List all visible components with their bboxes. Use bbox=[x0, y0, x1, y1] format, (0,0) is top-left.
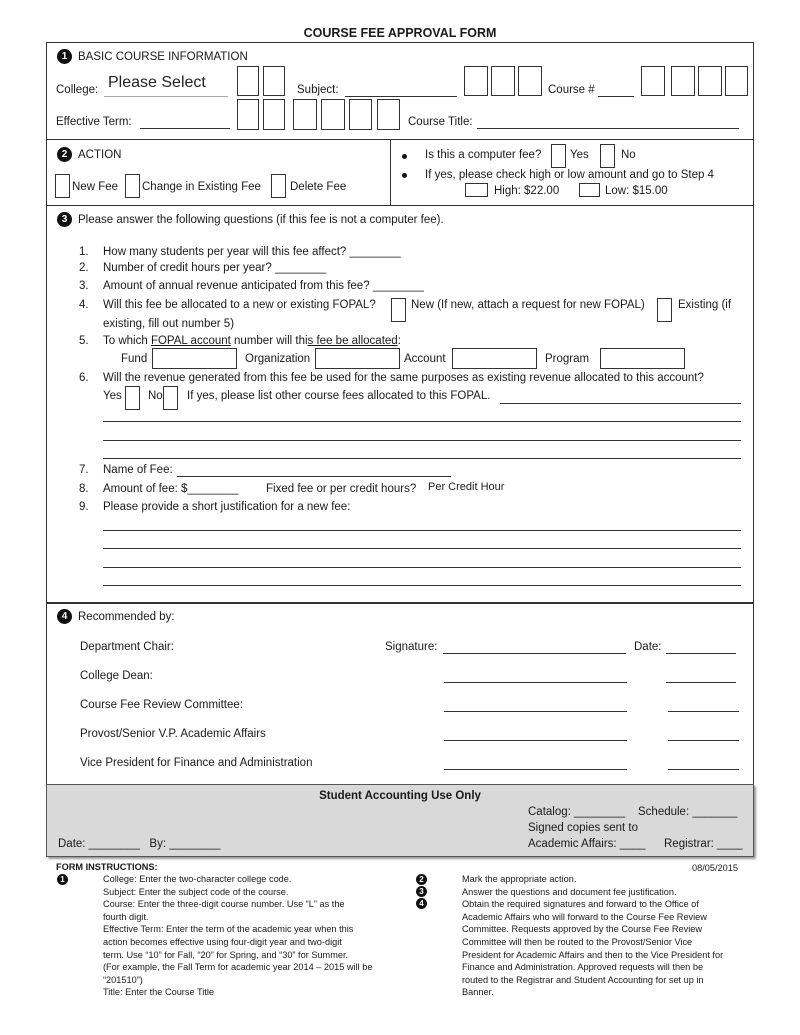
college-char-box-1[interactable] bbox=[237, 66, 259, 96]
signature-label: Signature: bbox=[385, 641, 438, 653]
term-char-box-6[interactable] bbox=[377, 99, 400, 130]
effective-term-input[interactable] bbox=[140, 128, 230, 129]
justification-input-line[interactable] bbox=[103, 548, 741, 549]
section-divider bbox=[46, 602, 754, 604]
question-number: 8. bbox=[79, 483, 89, 495]
q6-list-instruction: If yes, please list other course fees allocated to this FOPAL. bbox=[187, 390, 491, 402]
signature-input-review-committee[interactable] bbox=[444, 711, 627, 712]
section2-heading: ACTION bbox=[78, 149, 122, 161]
instructions-steps-2-4: Mark the appropriate action. Answer the questions and document fee justification. Obtain the required signatures and forward to the Office of Academic Affairs who will forward to the Course Fee Review Committee. Requests approved by the Course Fee Review Committee will then be routed to the Provost/Senior Vice President for Academic Affairs and then to the Vice President for Finance and Administration. Approved requests will then be routed to the Registrar and Student Accounting for set up in Banner. bbox=[462, 874, 724, 998]
fopal-new-checkbox[interactable] bbox=[391, 298, 406, 322]
course-char-box-2[interactable] bbox=[671, 66, 695, 96]
q6-fees-input-line[interactable] bbox=[103, 421, 741, 422]
effective-term-label: Effective Term: bbox=[56, 116, 132, 128]
instructions-heading: FORM INSTRUCTIONS: bbox=[56, 862, 158, 872]
form-title: COURSE FEE APPROVAL FORM bbox=[303, 26, 497, 40]
course-number-input[interactable] bbox=[598, 96, 634, 97]
date-input-review-committee[interactable] bbox=[668, 711, 739, 712]
fee-type-select[interactable]: Per Credit Hour bbox=[428, 481, 505, 493]
course-char-box-4[interactable] bbox=[725, 66, 748, 96]
subject-char-box-3[interactable] bbox=[518, 66, 542, 96]
student-accounting-heading: Student Accounting Use Only bbox=[319, 790, 481, 802]
term-char-box-1[interactable] bbox=[237, 99, 259, 130]
section-divider-vertical bbox=[390, 139, 391, 205]
schedule-field[interactable]: Schedule: _______ bbox=[638, 806, 738, 818]
question-6: Will the revenue generated from this fee be used for the same purposes as existing revenue allocated to this account? bbox=[103, 372, 704, 384]
date-input-vp-finance[interactable] bbox=[668, 769, 739, 770]
course-title-input[interactable] bbox=[477, 128, 739, 129]
q6-fees-input-line[interactable] bbox=[103, 440, 741, 441]
low-amount-checkbox[interactable] bbox=[579, 183, 600, 197]
q6-fees-input-line[interactable] bbox=[500, 403, 741, 404]
low-amount-label: Low: $15.00 bbox=[605, 185, 668, 197]
question-4-continued: existing, fill out number 5) bbox=[103, 318, 235, 330]
question-number: 1. bbox=[79, 246, 89, 258]
signer-review-committee: Course Fee Review Committee: bbox=[80, 699, 243, 711]
course-char-box-1[interactable] bbox=[641, 66, 665, 96]
q6-fees-input-line[interactable] bbox=[103, 458, 741, 459]
instruction-step-4-badge: 4 bbox=[416, 898, 427, 909]
fixed-or-per-credit-label: Fixed fee or per credit hours? bbox=[266, 483, 417, 495]
computer-fee-question: Is this a computer fee? bbox=[425, 149, 542, 161]
question-number: 2. bbox=[79, 262, 89, 274]
signature-input-college-dean[interactable] bbox=[444, 682, 627, 683]
fund-label: Fund bbox=[121, 353, 148, 365]
signed-copies-label: Signed copies sent to bbox=[528, 822, 638, 834]
change-existing-fee-checkbox[interactable] bbox=[125, 174, 140, 198]
question-number: 5. bbox=[79, 335, 89, 347]
bullet-icon bbox=[402, 154, 407, 159]
fee-name-input[interactable] bbox=[177, 476, 451, 477]
fopal-new-label: New (If new, attach a request for new FOPAL) bbox=[411, 299, 645, 311]
step-4-badge: 4 bbox=[57, 609, 72, 624]
question-number: 9. bbox=[79, 501, 89, 513]
date-input-department-chair[interactable] bbox=[666, 653, 736, 654]
bullet-icon bbox=[402, 173, 407, 178]
step-3-badge: 3 bbox=[57, 212, 72, 227]
justification-input-line[interactable] bbox=[103, 567, 741, 568]
computer-fee-yes-label: Yes bbox=[570, 149, 589, 161]
instruction-step-2-badge: 2 bbox=[416, 874, 427, 885]
signature-input-provost[interactable] bbox=[444, 740, 627, 741]
justification-input-line[interactable] bbox=[103, 530, 741, 531]
q6-no-checkbox[interactable] bbox=[163, 386, 178, 410]
instructions-step1: College: Enter the two-character college code. Subject: Enter the subject code of the course. Course: Enter the three-digit course number. Use “L” as the fourth digit. Effective Term: Enter the term of the academic year when this action becomes effective using four-digit year and two-digit term. Use “10” for Fall, “20” for Spring, and “30” for Summer. (For example, the Fall Term for academic year 2014 – 2015 will be “201510”) Title: Enter the Course Title bbox=[103, 874, 373, 998]
question-7: Name of Fee: bbox=[103, 464, 173, 476]
question-number: 4. bbox=[79, 299, 89, 311]
date-input-college-dean[interactable] bbox=[666, 682, 736, 683]
delete-fee-checkbox[interactable] bbox=[271, 174, 286, 198]
date-input-provost[interactable] bbox=[668, 740, 739, 741]
signer-vp-finance: Vice President for Finance and Administration bbox=[80, 757, 313, 769]
course-title-label: Course Title: bbox=[408, 116, 473, 128]
term-char-box-5[interactable] bbox=[349, 99, 372, 130]
course-number-label: Course # bbox=[548, 84, 595, 96]
step-2-badge: 2 bbox=[57, 147, 72, 162]
catalog-field[interactable]: Catalog: ________ bbox=[528, 806, 626, 818]
section-divider bbox=[46, 139, 754, 140]
question-5: To which FOPAL account number will this fee be allocated: bbox=[103, 335, 401, 347]
question-9: Please provide a short justification for a new fee: bbox=[103, 501, 351, 513]
section-divider bbox=[46, 205, 754, 206]
fopal-existing-label: Existing (if bbox=[678, 299, 732, 311]
date-label: Date: bbox=[634, 641, 662, 653]
new-fee-checkbox[interactable] bbox=[55, 174, 70, 198]
signature-input-department-chair[interactable] bbox=[443, 653, 626, 654]
step-1-badge: 1 bbox=[57, 49, 72, 64]
date-by-field[interactable]: Date: ________ By: ________ bbox=[58, 838, 221, 850]
fopal-existing-checkbox[interactable] bbox=[657, 298, 672, 322]
subject-input[interactable] bbox=[345, 96, 457, 97]
college-underline bbox=[104, 96, 228, 97]
question-8: Amount of fee: $________ bbox=[103, 483, 239, 495]
q6-no-label: No bbox=[148, 390, 163, 402]
question-4: Will this fee be allocated to a new or existing FOPAL? bbox=[103, 299, 376, 311]
college-label: College: bbox=[56, 84, 99, 96]
term-char-box-3[interactable] bbox=[293, 99, 317, 130]
q6-yes-label: Yes bbox=[103, 390, 122, 402]
computer-fee-no-checkbox[interactable] bbox=[600, 144, 615, 168]
organization-input[interactable] bbox=[315, 348, 400, 369]
program-input[interactable] bbox=[600, 348, 685, 369]
instruction-step-1-badge: 1 bbox=[57, 874, 68, 885]
course-char-box-3[interactable] bbox=[698, 66, 722, 96]
academic-affairs-field[interactable]: Academic Affairs: ____ bbox=[528, 838, 646, 850]
program-label: Program bbox=[545, 353, 590, 365]
signature-input-vp-finance[interactable] bbox=[444, 769, 627, 770]
account-label: Account bbox=[404, 353, 446, 365]
high-amount-checkbox[interactable] bbox=[465, 183, 488, 197]
signer-college-dean: College Dean: bbox=[80, 670, 153, 682]
question-1: How many students per year will this fee affect? ________ bbox=[103, 246, 401, 258]
section1-heading: BASIC COURSE INFORMATION bbox=[78, 51, 248, 63]
high-amount-label: High: $22.00 bbox=[494, 185, 560, 197]
organization-label: Organization bbox=[245, 353, 311, 365]
subject-char-box-1[interactable] bbox=[464, 66, 488, 96]
justification-input-line[interactable] bbox=[103, 585, 741, 586]
question-number: 3. bbox=[79, 280, 89, 292]
computer-fee-yes-checkbox[interactable] bbox=[551, 144, 566, 168]
subject-char-box-2[interactable] bbox=[491, 66, 515, 96]
change-existing-fee-label: Change in Existing Fee bbox=[142, 181, 261, 193]
question-2: Number of credit hours per year? ________ bbox=[103, 262, 327, 274]
question-3: Amount of annual revenue anticipated from this fee? ________ bbox=[103, 280, 424, 292]
instruction-step-3-badge: 3 bbox=[416, 886, 427, 897]
college-char-box-2[interactable] bbox=[263, 66, 285, 96]
term-char-box-4[interactable] bbox=[321, 99, 345, 130]
signer-provost: Provost/Senior V.P. Academic Affairs bbox=[80, 728, 266, 740]
fund-input[interactable] bbox=[152, 348, 237, 369]
term-char-box-2[interactable] bbox=[263, 99, 285, 130]
if-yes-instructions: If yes, please check high or low amount and go to Step 4 bbox=[425, 169, 714, 181]
delete-fee-label: Delete Fee bbox=[290, 181, 347, 193]
q6-yes-checkbox[interactable] bbox=[125, 386, 140, 410]
section3-heading: Please answer the following questions (if this fee is not a computer fee). bbox=[78, 214, 444, 226]
computer-fee-no-label: No bbox=[621, 149, 636, 161]
form-revision-date: 08/05/2015 bbox=[692, 863, 738, 873]
signer-department-chair: Department Chair: bbox=[80, 641, 174, 653]
account-input[interactable] bbox=[452, 348, 537, 369]
college-select[interactable]: Please Select bbox=[108, 74, 206, 91]
question-number: 6. bbox=[79, 372, 89, 384]
registrar-field[interactable]: Registrar: ____ bbox=[664, 838, 743, 850]
section4-heading: Recommended by: bbox=[78, 611, 175, 623]
subject-label: Subject: bbox=[297, 84, 339, 96]
question-number: 7. bbox=[79, 464, 89, 476]
new-fee-label: New Fee bbox=[72, 181, 119, 193]
